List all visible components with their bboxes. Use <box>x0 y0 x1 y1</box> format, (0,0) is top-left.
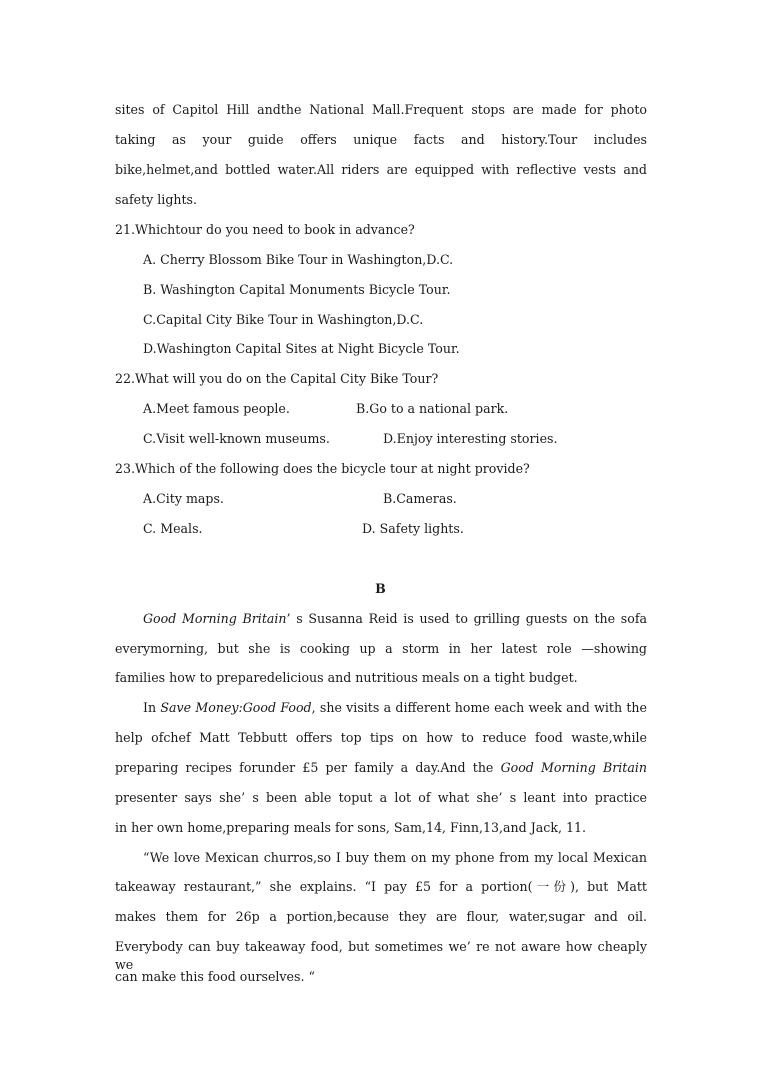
paragraph-2-line-3-text: preparing recipes forunder £5 per family a day.And the <box>115 760 494 775</box>
question-21-option-a: A. Cherry Blossom Bike Tour in Washington,D.C. <box>143 252 454 267</box>
paragraph-2-line-2: help ofchef Matt Tebbutt offers top tips on how to reduce food waste,while <box>115 730 647 745</box>
paragraph-2-line-5: in her own home,preparing meals for sons, Sam,14, Finn,13,and Jack, 11. <box>115 820 587 835</box>
paragraph-2-line-1-pre: In <box>143 700 157 715</box>
question-23-option-a: A.City maps. <box>143 491 224 506</box>
paragraph-3-line-3: makes them for 26p a portion,because they are flour, water,sugar and oil. <box>115 909 647 924</box>
paragraph-1-line-3: families how to preparedelicious and nutritious meals on a tight budget. <box>115 670 578 685</box>
paragraph-2-line-1 <box>143 699 647 717</box>
paragraph-1-line-1-text: ’ s Susanna Reid is used to grilling guests on the sofa <box>286 611 647 626</box>
paragraph-2-line-1-post: , she visits a different home each week and with the <box>311 700 647 715</box>
question-21-option-b: B. Washington Capital Monuments Bicycle Tour. <box>143 282 451 297</box>
paragraph-1-line-1 <box>143 610 647 628</box>
paragraph-3-line-2: takeaway restaurant,” she explains. “I pay £5 for a portion(一份), but Matt <box>115 879 647 894</box>
question-21-option-d: D.Washington Capital Sites at Night Bicycle Tour. <box>143 341 460 356</box>
question-22-stem: 22.What will you do on the Capital City Bike Tour? <box>115 371 439 386</box>
question-22-option-b: B.Go to a national park. <box>356 401 509 416</box>
paragraph-3-line-1: “We love Mexican churros,so I buy them on my phone from my local Mexican <box>143 850 647 865</box>
passage-a-line-4: safety lights. <box>115 192 198 207</box>
question-23-option-b: B.Cameras. <box>383 491 457 506</box>
show-title-2: Good Morning Britain <box>500 760 647 775</box>
passage-a-line-3: bike,helmet,and bottled water.All riders are equipped with reflective vests and <box>115 162 647 177</box>
paragraph-2-line-4: presenter says she’ s been able toput a lot of what she’ s leant into practice <box>115 790 647 805</box>
paragraph-3-line-5: can make this food ourselves. “ <box>115 969 315 984</box>
paragraph-3-line-4: Everybody can buy takeaway food, but sometimes we’ re not aware how cheaply we <box>115 939 647 972</box>
passage-a-line-1: sites of Capitol Hill andthe National Mall.Frequent stops are made for photo <box>115 102 647 117</box>
paragraph-1-line-2: everymorning, but she is cooking up a storm in her latest role —showing <box>115 641 647 656</box>
question-23-option-c: C. Meals. <box>143 521 203 536</box>
question-22-option-d: D.Enjoy interesting stories. <box>383 431 558 446</box>
show-title: Good Morning Britain <box>143 611 287 626</box>
section-b-heading: B <box>375 581 386 596</box>
question-22-option-a: A.Meet famous people. <box>143 401 290 416</box>
question-23-option-d: D. Safety lights. <box>362 521 464 536</box>
question-21-option-c: C.Capital City Bike Tour in Washington,D.C. <box>143 312 424 327</box>
question-22-option-c: C.Visit well-known museums. <box>143 431 330 446</box>
question-23-stem: 23.Which of the following does the bicycle tour at night provide? <box>115 461 530 476</box>
passage-a-line-2: taking as your guide offers unique facts and history.Tour includes <box>115 132 647 147</box>
question-21-stem: 21.Whichtour do you need to book in advance? <box>115 222 415 237</box>
paragraph-2-line-3 <box>115 759 647 777</box>
program-title: Save Money:Good Food <box>160 700 312 715</box>
